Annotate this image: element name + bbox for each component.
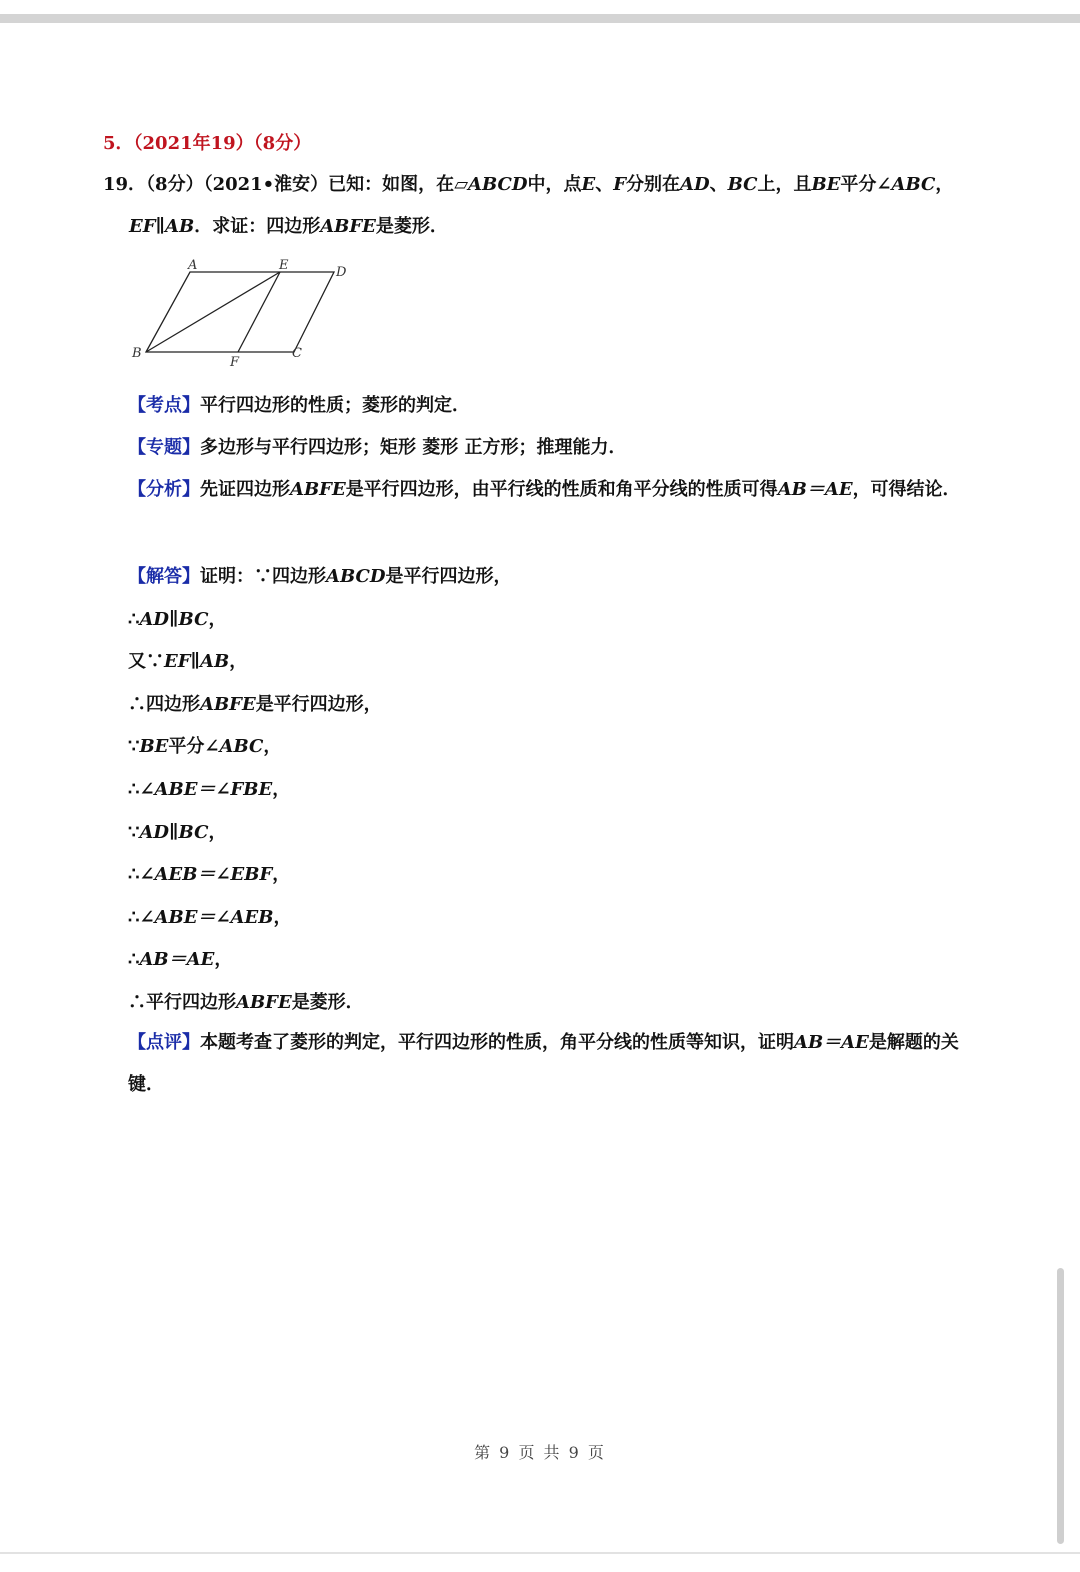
proof-text: ∵	[128, 821, 140, 843]
proof-text: ∴	[128, 608, 140, 630]
label-e: E	[279, 258, 289, 273]
fenxi-tag: 【分析】	[128, 479, 200, 500]
proof-line	[128, 982, 988, 1025]
parallelogram-abcd	[146, 272, 334, 352]
proof-math: AEB＝∠EBF	[154, 864, 273, 886]
bottom-divider	[0, 1552, 1080, 1554]
kaodian-text: 平行四边形的性质；菱形的判定．	[200, 395, 470, 416]
proof-text: 是菱形．	[291, 991, 364, 1013]
proof-math: ABE＝∠AEB	[154, 906, 274, 928]
fenxi-text: 先证四边形	[200, 479, 290, 500]
proof-text: ，	[214, 949, 233, 971]
separator: 、	[595, 174, 614, 195]
proof-line	[128, 854, 988, 897]
jieda-tag: 【解答】	[128, 566, 200, 587]
proof-text: ，	[208, 608, 227, 630]
math-abcd: ABCD	[326, 566, 386, 587]
label-f: F	[230, 355, 240, 370]
parallelogram-symbol: ▱	[454, 174, 469, 195]
kaodian-tag: 【考点】	[128, 395, 200, 416]
proof-line	[128, 556, 988, 599]
proof-text: ，	[229, 651, 248, 673]
question-text-part: 平分∠	[840, 174, 892, 195]
question-text-part: 上，且	[757, 174, 812, 195]
parallelogram-figure	[128, 254, 360, 372]
proof-line	[128, 599, 988, 642]
zhuanti-line	[128, 427, 988, 469]
proof-math: BE	[139, 736, 169, 758]
math-ad: AD	[680, 174, 710, 195]
label-a: A	[188, 258, 198, 273]
proof-text: ∴∠	[128, 864, 155, 886]
scrollbar-thumb[interactable]	[1057, 1268, 1064, 1544]
label-b: B	[132, 346, 142, 361]
question-text-part: 分别在	[626, 174, 680, 195]
question-line-2	[103, 206, 983, 248]
segment-be	[146, 272, 280, 352]
proof-text: ，	[273, 906, 292, 928]
zhuanti-tag: 【专题】	[128, 437, 200, 458]
comment-text: 是解题的关键．	[128, 1032, 959, 1095]
proof-math: ABFE	[200, 693, 256, 715]
punctuation: ，	[935, 174, 954, 195]
math-abfe: ABFE	[320, 216, 376, 237]
proof-text: 是平行四边形，	[385, 566, 512, 587]
math-ab-eq-ae: AB＝AE	[794, 1032, 869, 1053]
question-text-part: 是菱形．	[375, 216, 448, 237]
math-abcd: ABCD	[468, 174, 528, 195]
kaodian-line	[128, 385, 988, 427]
question-header: 5．（2021年19）（8分）	[103, 133, 312, 154]
proof-math: ABC	[219, 736, 264, 758]
label-c: C	[292, 346, 302, 361]
zhuanti-text: 多边形与平行四边形；矩形 菱形 正方形；推理能力．	[200, 437, 627, 458]
math-abfe: ABFE	[290, 479, 346, 500]
proof-text: ∴平行四边形	[128, 991, 236, 1013]
proof-line	[128, 726, 988, 769]
proof-line	[128, 684, 988, 727]
proof-text: 是平行四边形，	[255, 693, 382, 715]
comment-text: 本题考查了菱形的判定，平行四边形的性质，角平分线的性质等知识，证明	[200, 1032, 794, 1053]
proof-text: ，	[272, 864, 291, 886]
proof-text: ∴	[128, 949, 140, 971]
proof-line	[128, 769, 988, 812]
proof-text: ，	[263, 736, 282, 758]
proof-text: 又∵	[128, 651, 164, 673]
question-line-1	[103, 164, 983, 206]
math-f: F	[613, 174, 626, 195]
proof-text: 平分∠	[168, 736, 220, 758]
proof-math: AD∥BC	[139, 821, 209, 843]
proof-math: EF∥AB	[164, 651, 230, 673]
proof-line	[128, 812, 988, 855]
proof-line	[128, 939, 988, 982]
proof-section	[128, 556, 988, 1025]
fenxi-text: ，可得结论．	[852, 479, 961, 500]
math-abc: ABC	[891, 174, 936, 195]
proof-line	[128, 897, 988, 940]
question-prefix: 19．（8分）（2021•淮安）已知：如图，在	[103, 174, 455, 195]
proof-text: 证明：∵四边形	[200, 566, 326, 587]
math-bc: BC	[727, 174, 758, 195]
proof-text: ∵	[128, 736, 140, 758]
page-footer: 第 9 页 共 9 页	[474, 1443, 606, 1462]
proof-line	[128, 641, 988, 684]
label-d: D	[336, 265, 347, 280]
math-be: BE	[811, 174, 841, 195]
math-ef-parallel-ab: EF∥AB	[129, 216, 195, 237]
question-text-part: ．求证：四边形	[194, 216, 321, 237]
question-text-part: 中，点	[527, 174, 582, 195]
comment-section	[128, 1022, 988, 1106]
proof-text: ∴四边形	[128, 693, 200, 715]
proof-math: AD∥BC	[139, 608, 209, 630]
proof-math: AB＝AE	[139, 949, 215, 971]
fenxi-paragraph	[128, 469, 988, 511]
separator: 、	[709, 174, 728, 195]
top-scroll-track	[0, 14, 1080, 23]
proof-text: ，	[208, 821, 227, 843]
proof-math: ABE＝∠FBE	[154, 778, 273, 800]
proof-text: ，	[272, 778, 291, 800]
proof-text: ∴∠	[128, 906, 155, 928]
proof-text: ∴∠	[128, 778, 155, 800]
analysis-section	[128, 385, 988, 511]
dianping-tag: 【点评】	[128, 1032, 200, 1053]
question-text	[103, 164, 983, 248]
math-e: E	[581, 174, 596, 195]
fenxi-text: 是平行四边形，由平行线的性质和角平分线的性质可得	[345, 479, 778, 500]
math-ab-eq-ae: AB＝AE	[777, 479, 853, 500]
proof-math: ABFE	[236, 991, 292, 1013]
